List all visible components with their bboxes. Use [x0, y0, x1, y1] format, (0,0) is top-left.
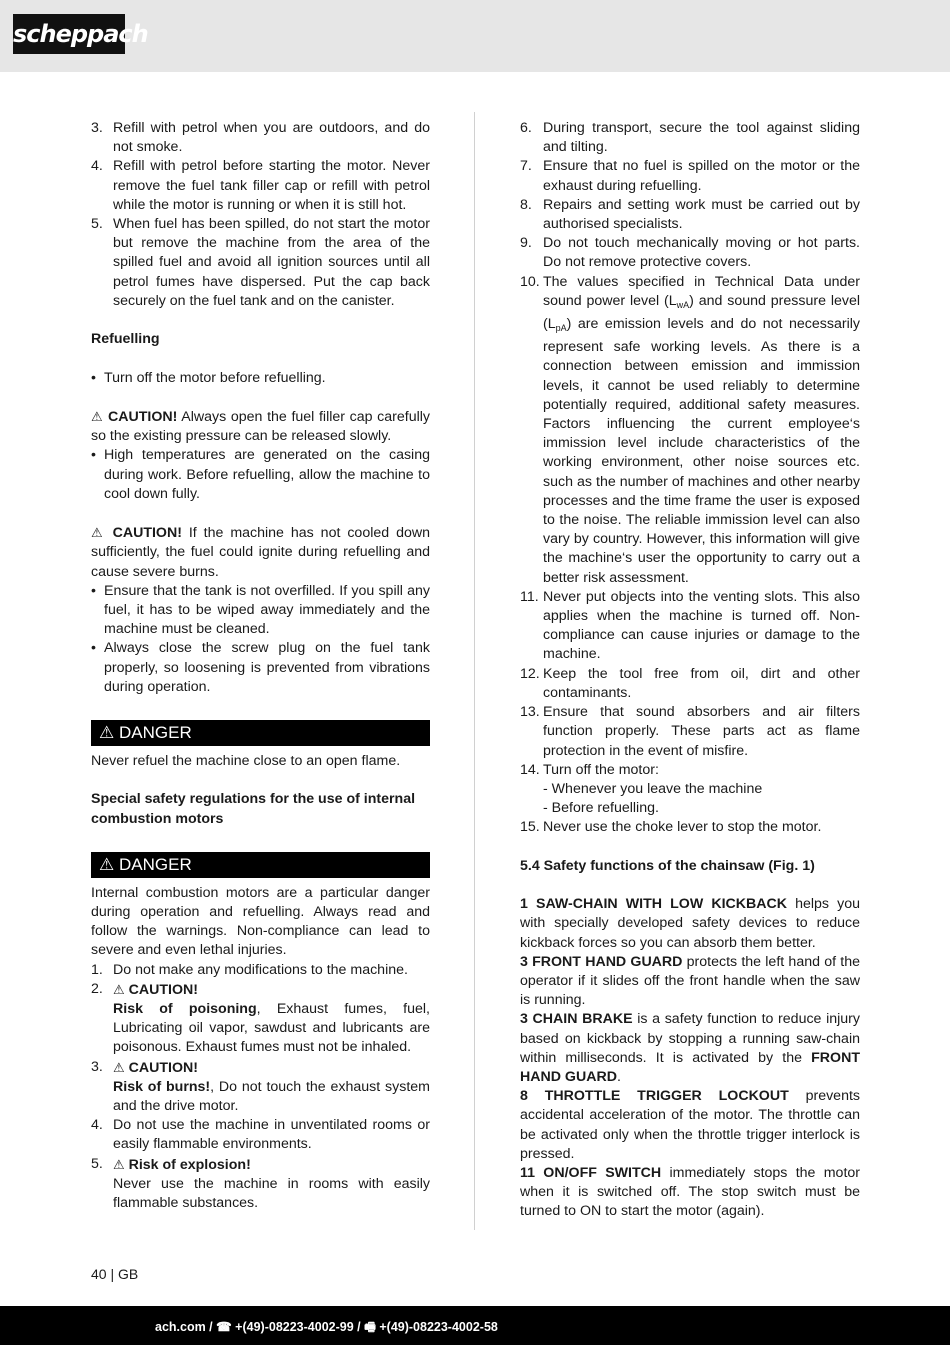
feature-paragraph: 1 SAW-CHAIN WITH LOW KICKBACK helps you with specially developed safety devices to reduce kickback forces so you can absorb them better. — [520, 896, 860, 951]
scheppach-logo: scheppach — [13, 14, 125, 54]
feature-paragraph: 8 THROTTLE TRIGGER LOCKOUT prevents accidental acceleration of the motor. The throttle can be activated only when the throttle trigger interlock is pressed. — [520, 1088, 860, 1162]
warning-icon: ⚠ — [113, 1059, 125, 1075]
list-item: 13. Ensure that sound absorbers and air filters function properly. These parts act as flame protection in the event of misfire. — [520, 704, 860, 759]
list-item: 14. Turn off the motor: - Whenever you leave the machine - Before refuelling. — [520, 761, 763, 817]
bullet-item: • Always close the screw plug on the fuel tank properly, so loosening is prevented from vibrations during operation. — [91, 640, 430, 695]
list-item: 8. Repairs and setting work must be carried out by authorised specialists. — [520, 196, 860, 233]
list-item: 9. Do not touch mechanically moving or hot parts. Do not remove protective covers. — [520, 235, 860, 271]
bullet-item: • Ensure that the tank is not overfilled. If you spill any fuel, it has to be wiped away immediately and the machine must be cleaned. — [91, 582, 430, 638]
list-item: 5. When fuel has been spilled, do not start the motor but remove the machine from the area of the spilled fuel and avoid all ignition sources until all petrol fumes have dispersed. Put the cap back securely on the fuel tank and on the canister. — [91, 216, 430, 309]
warning-icon: ⚠ — [99, 723, 115, 743]
warning-icon: ⚠ — [99, 854, 115, 874]
right-column — [520, 119, 860, 1222]
list-item: 15. Never use the choke lever to stop the motor. — [520, 819, 822, 836]
caution-paragraph: ⚠ CAUTION! If the machine has not cooled down sufficiently, the fuel could ignite during refuelling and cause severe burns. — [91, 525, 430, 580]
warning-icon: ⚠ — [91, 409, 104, 424]
list-item: 7. Ensure that no fuel is spilled on the motor or the exhaust during refuelling. — [520, 158, 860, 194]
danger-text: Never refuel the machine close to an open flame. — [91, 753, 401, 770]
list-item: 1. Do not make any modifications to the machine. — [91, 961, 408, 978]
combustion-paragraph: Internal combustion motors are a particular danger during operation and refuelling. Always read and follow the warnings. Non-compliance can lead to severe and even lethal injuries. — [91, 884, 430, 959]
footer-contact: ach.com / ☎ +(49)-08223-4002-99 / 🖷 +(49)-08223-4002-58 — [155, 1320, 498, 1334]
list-item: 12. Keep the tool free from oil, dirt and other contaminants. — [520, 665, 860, 701]
refuelling-heading: Refuelling — [91, 331, 160, 348]
feature-paragraph: 3 CHAIN BRAKE is a safety function to reduce injury based on kickback by stopping a running saw-chain within milliseconds. It is activated by the FRONT HAND GUARD. — [520, 1011, 860, 1085]
list-item: 4. Refill with petrol before starting the motor. Never remove the fuel tank filler cap or refill with petrol while the motor is running or when it is still hot. — [91, 158, 430, 213]
list-item: 4. Do not use the machine in unventilated rooms or easily flammable environments. — [91, 1117, 430, 1153]
column-divider — [474, 112, 475, 1230]
list-item: 11. Never put objects into the venting slots. This also applies when the machine is turned off. Non-compliance can cause injuries or damage to the machine. — [520, 588, 860, 663]
warning-icon: ⚠ — [113, 1156, 125, 1172]
special-regulations-heading: Special safety regulations for the use of internal combustion motors — [91, 791, 416, 827]
warning-icon: ⚠ — [91, 525, 106, 541]
list-item: 2. ⚠ CAUTION! Risk of poisoning, Exhaust fumes, fuel, Lubricating oil vapor, sawdust and lubricants are poisonous. Exhaust fumes must not be inhaled. — [91, 980, 430, 1056]
page-number: 40 | GB — [91, 1266, 139, 1282]
list-item: 3. ⚠ CAUTION! Risk of burns!, Do not touch the exhaust system and the drive motor. — [91, 1058, 430, 1115]
bullet-item: • Turn off the motor before refuelling. — [91, 369, 326, 386]
section-heading: 5.4 Safety functions of the chainsaw (Fig. 1) — [520, 857, 815, 874]
list-item: 6. During transport, secure the tool against sliding and tilting. — [520, 120, 860, 156]
list-item: 5. ⚠ Risk of explosion! Never use the machine in rooms with easily flammable substances. — [91, 1155, 430, 1212]
left-column — [91, 119, 430, 1213]
list-item: 3. Refill with petrol when you are outdoors, and do not smoke. — [91, 120, 430, 156]
bullet-item: • High temperatures are generated on the casing during work. Before refuelling, allow the machine to cool down fully. — [91, 447, 430, 502]
caution-paragraph: ⚠ CAUTION! Always open the fuel filler cap carefully so the existing pressure can be released slowly. — [91, 409, 430, 445]
feature-paragraph: 3 FRONT HAND GUARD protects the left hand of the operator if it slides off the front handle when the saw is running. — [520, 953, 860, 1009]
header-bar — [0, 0, 950, 72]
feature-paragraph: 11 ON/OFF SWITCH immediately stops the motor when it is switched off. The stop switch must be turned to ON to start the motor (again). — [520, 1164, 860, 1220]
danger-banner: ⚠ DANGER — [91, 852, 430, 878]
danger-banner: ⚠ DANGER — [91, 720, 430, 746]
warning-icon: ⚠ — [113, 981, 125, 997]
list-item: 10. The values specified in Technical Data under sound power level $(L_{wA})$ and sound pressure level $(L_{pA})$ are emission levels and do not necessarily represent safe working levels. As there is a connection between emission and immission levels, it cannot be used reliably to determine potentially required, additional safety measures. Factors influencing the current employee‘s immission level include characteristics of the working environment, other noise sources etc. such as the number of machines and other nearby processes and the time frame the user is exposed to the noise. The reliable immission level can also vary by country. However, this information will give the machine‘s user the opportunity to carry out a better risk assessment. — [520, 273, 861, 586]
